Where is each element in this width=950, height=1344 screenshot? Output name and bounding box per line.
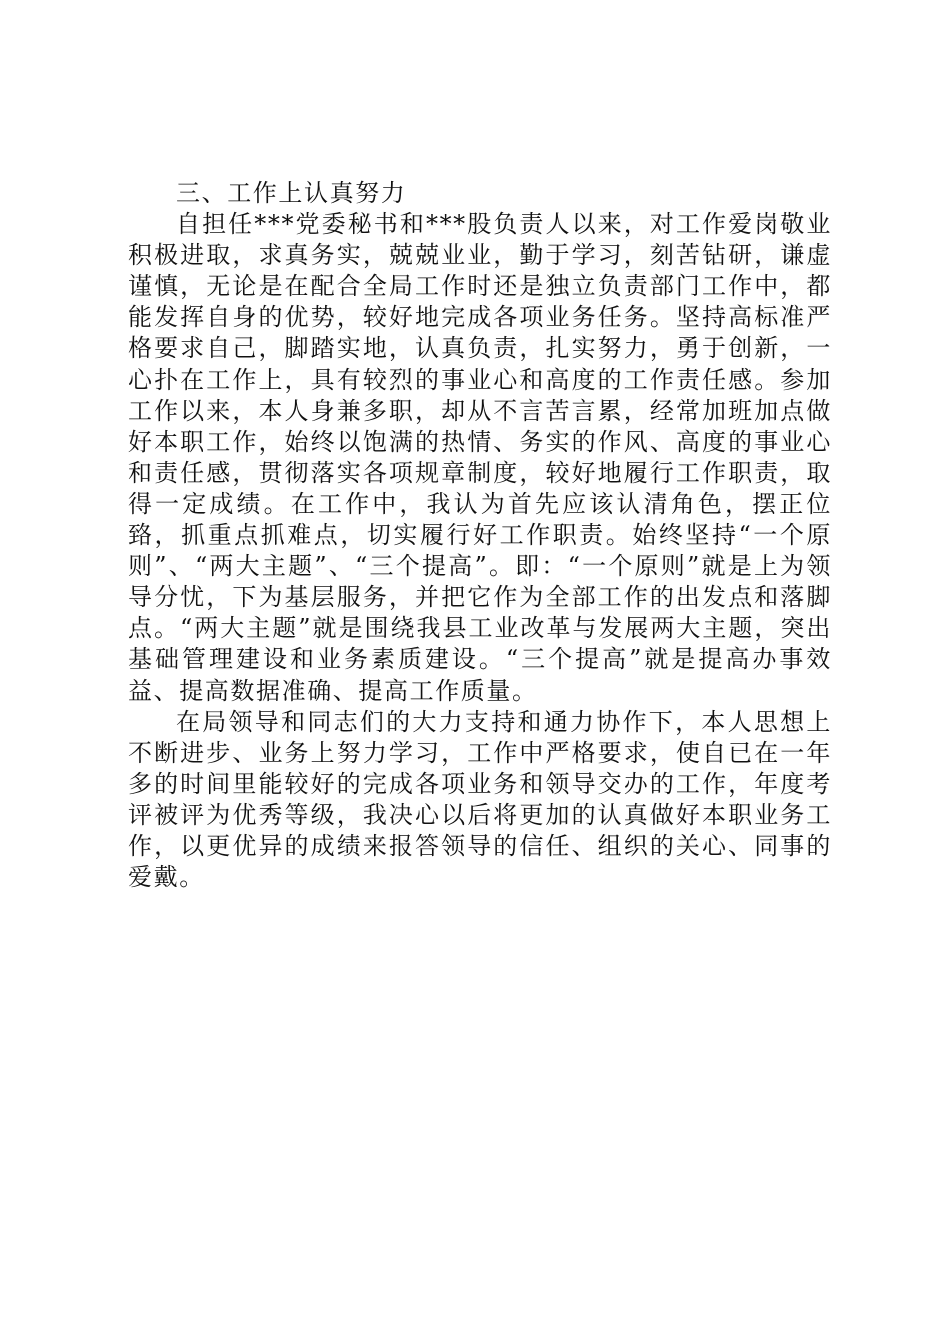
body-paragraph: 自担任***党委秘书和***股负责人以来，对工作爱岗敬业积极进取，求真务实，兢兢业业，勤于学习，刻苦钻研，谦虚谨慎，无论是在配合全局工作时还是独立负责部门工作中，都能发挥自身的优势，较好地完成各项业务任务。坚持高标准严格要求自己，脚踏实地，认真负责，扎实努力，勇于创新，一心扑在工作上，具有较烈的事业心和高度的工作责任感。参加工作以来，本人身兼多职，却从不言苦言累，经常加班加点做好本职工作，始终以饱满的热情、务实的作风、高度的事业心和责任感，贯彻落实各项规章制度，较好地履行工作职责，取得一定成绩。在工作中，我认为首先应该认清角色，摆正位臵，抓重点抓难点，切实履行好工作职责。始终坚持“一个原则”、“两大主题”、“三个提高”。即：“一个原则”就是上为领导分忧，下为基层服务，并把它作为全部工作的出发点和落脚点。“两大主题”就是围绕我县工业改革与发展两大主题，突出基础管理建设和业务素质建设。“三个提高”就是提高办事效益、提高数据准确、提高工作质量。 (128, 210, 832, 705)
section-heading: 三、工作上认真努力 (176, 179, 407, 207)
document-body (128, 178, 832, 893)
body-paragraph: 在局领导和同志们的大力支持和通力协作下，本人思想上不断进步、业务上努力学习，工作中严格要求，使自已在一年多的时间里能较好的完成各项业务和领导交办的工作，年度考评被评为优秀等级，我决心以后将更加的认真做好本职业务工作，以更优异的成绩来报答领导的信任、组织的关心、同事的爱戴。 (128, 707, 832, 892)
